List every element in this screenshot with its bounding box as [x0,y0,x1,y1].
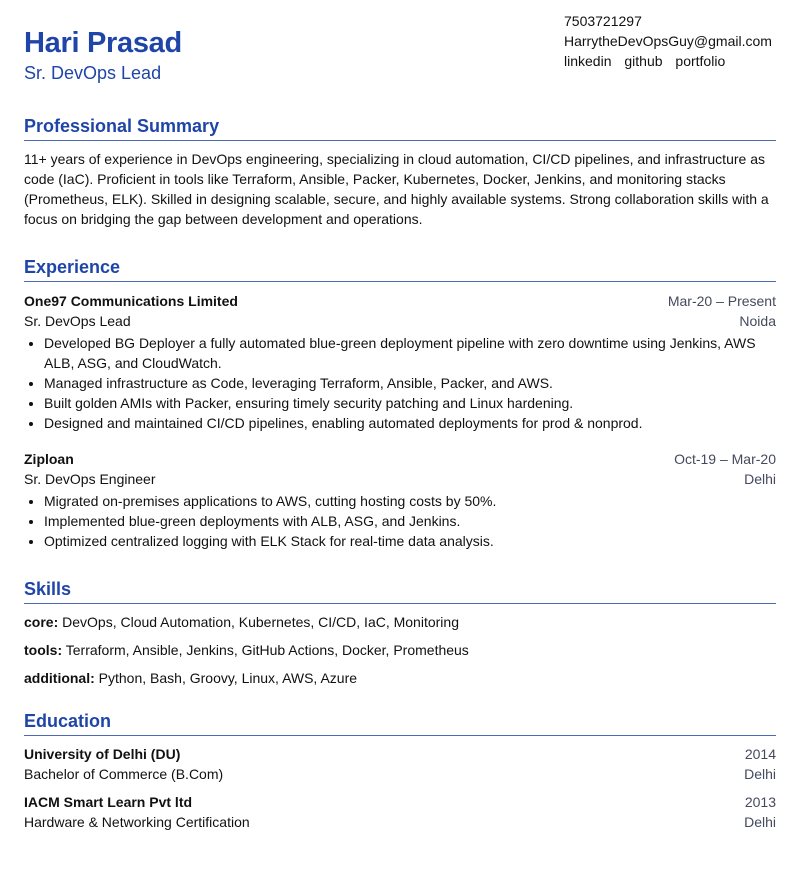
summary-text: 11+ years of experience in DevOps engineering, specializing in cloud automation, CI/CD pipelines, and infrastructure as code (IaC). Proficient in tools like Terraform, Ansible, Packer, Kubernetes, Docker, Jenkins, and monitoring stacks (Prometheus, ELK). Skilled in designing scalable, secure, and highly available systems. Strong collaboration skills with a focus on bridging the gap between development and operations. [24,151,769,227]
job-bullet: • Managed infrastructure as Code, leveraging Terraform, Ansible, Packer, and AWS. [44,373,776,393]
job-entry [24,449,776,551]
job-bullets [24,333,776,433]
skills-heading: Skills [24,578,776,604]
job-bullets [24,491,776,551]
job-bullet: • Migrated on-premises applications to AWS, cutting hosting costs by 50%. [44,491,776,511]
skills-section [24,578,776,688]
edu-location: Delhi [744,814,776,830]
job-location: Delhi [744,471,776,487]
job-company: Ziploan [24,451,74,467]
skill-value: DevOps, Cloud Automation, Kubernetes, CI/CD, IaC, Monitoring [62,614,459,630]
job-role: Sr. DevOps Lead [24,313,131,329]
phone-number[interactable]: 7503721297 [564,13,642,29]
email-address[interactable]: HarrytheDevOpsGuy@gmail.com [564,33,772,49]
job-entry [24,291,776,433]
edu-location: Delhi [744,766,776,782]
skill-label: core: [24,614,59,630]
person-name: Hari Prasad [24,27,182,59]
skill-row [24,668,776,688]
experience-section [24,256,776,551]
edu-school: IACM Smart Learn Pvt ltd [24,794,193,810]
job-bullet: • Implemented blue-green deployments with ALB, ASG, and Jenkins. [44,511,776,531]
job-dates: Mar-20 – Present [667,293,776,309]
job-bullet: • Optimized centralized logging with ELK Stack for real-time data analysis. [44,531,776,551]
github-link[interactable]: github [624,53,663,69]
skill-value: Python, Bash, Groovy, Linux, AWS, Azure [98,670,358,686]
portfolio-link[interactable]: portfolio [675,53,726,69]
edu-degree: Hardware & Networking Certification [24,814,250,830]
contact-block [564,11,776,113]
job-role: Sr. DevOps Engineer [24,471,156,487]
job-bullet: • Built golden AMIs with Packer, ensuring timely security patching and Linux hardening. [44,393,776,413]
edu-school: University of Delhi (DU) [24,746,181,762]
skill-row [24,612,776,632]
resume-header [24,0,776,113]
edu-year: 2013 [744,794,776,810]
job-bullet: • Designed and maintained CI/CD pipelines, enabling automated deployments for prod & nonprod. [44,413,776,433]
education-entry [24,792,776,832]
resume-page [24,0,776,832]
job-company: One97 Communications Limited [24,293,238,309]
edu-year: 2014 [744,746,776,762]
identity-block [24,25,182,113]
person-role: Sr. DevOps Lead [24,63,162,83]
skill-label: tools: [24,642,63,658]
skill-label: additional: [24,670,95,686]
job-location: Noida [739,313,776,329]
education-section [24,710,776,832]
experience-heading: Experience [24,256,776,282]
job-dates: Oct-19 – Mar-20 [674,451,776,467]
summary-heading: Professional Summary [24,115,776,141]
skill-row [24,640,776,660]
edu-degree: Bachelor of Commerce (B.Com) [24,766,224,782]
skill-value: Terraform, Ansible, Jenkins, GitHub Actions, Docker, Prometheus [65,642,469,658]
profile-links [564,51,776,71]
education-heading: Education [24,710,776,736]
summary-section [24,115,776,229]
linkedin-link[interactable]: linkedin [564,53,612,69]
education-entry [24,744,776,784]
job-bullet: • Developed BG Deployer a fully automated blue-green deployment pipeline with zero downtime using Jenkins, AWS ALB, ASG, and CloudWatch. [44,333,776,373]
